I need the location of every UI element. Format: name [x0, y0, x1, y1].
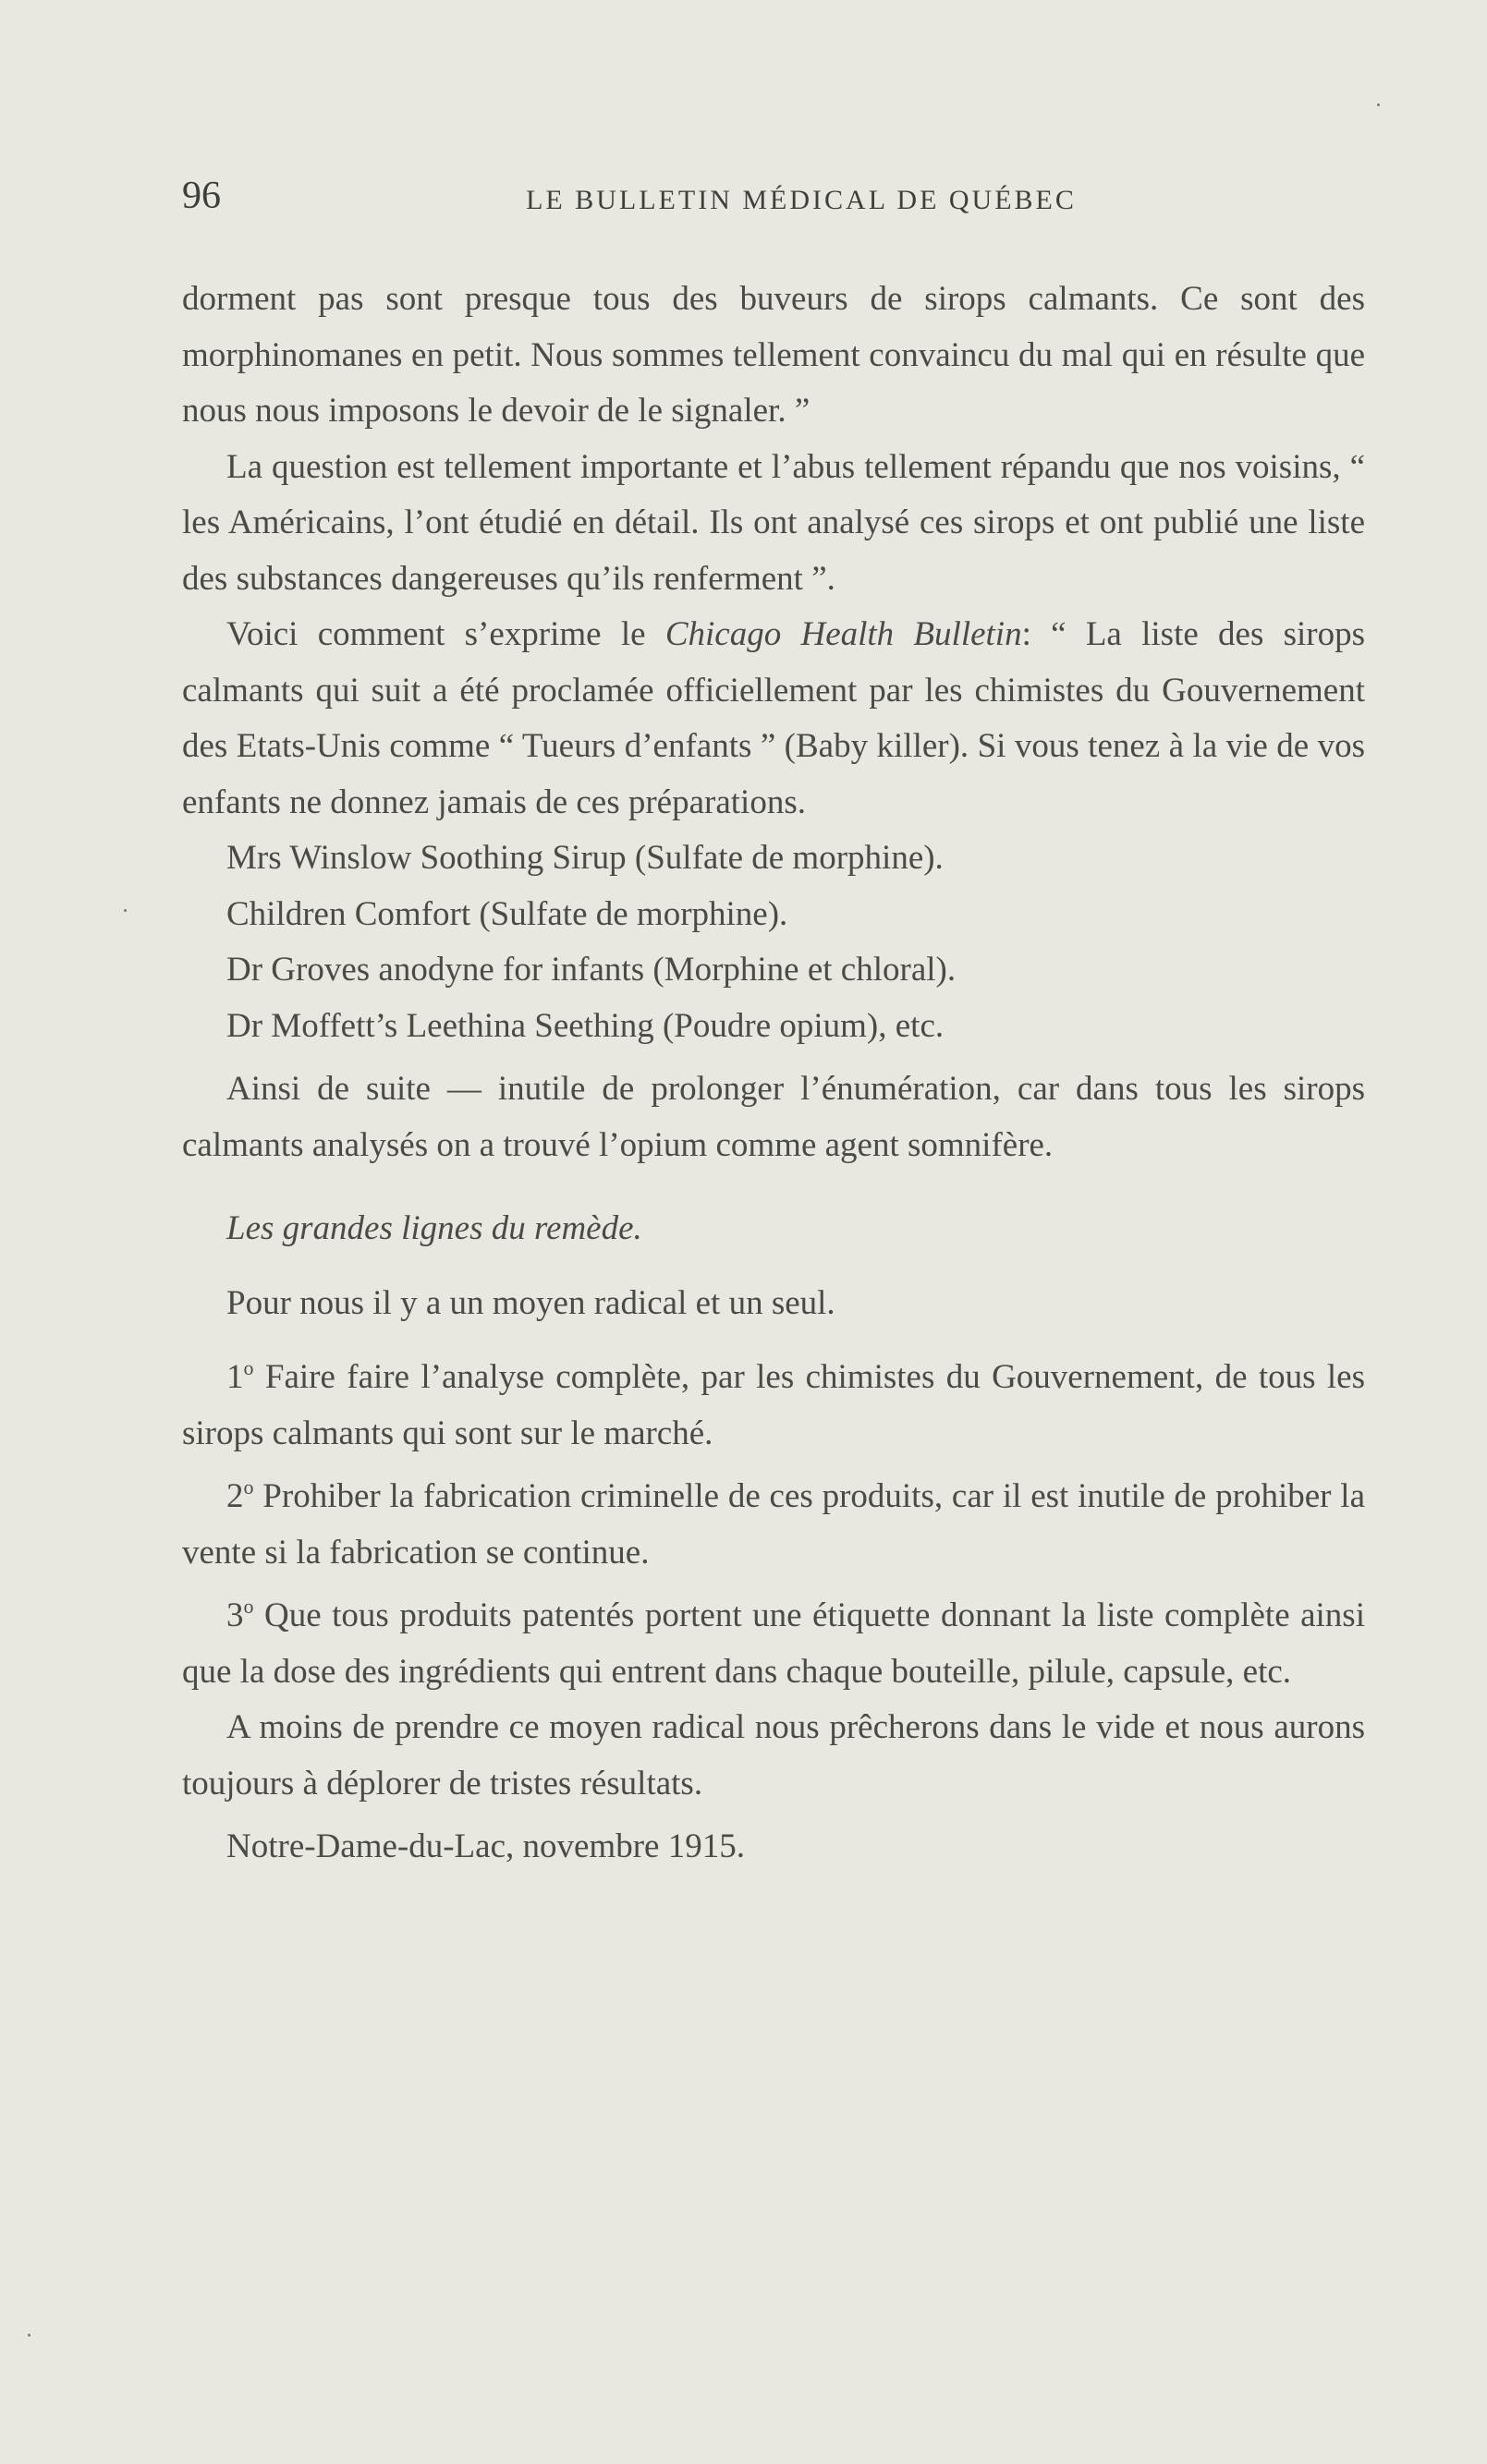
paragraph-text: Voici comment s’exprime le	[226, 615, 665, 653]
remedy-number: 1	[226, 1358, 244, 1396]
page-number: 96	[182, 175, 221, 217]
paragraph-quote-intro	[182, 607, 1365, 831]
remedy-text: Prohiber la fabrication criminelle de ces produits, car il est inutile de prohiber la vente si la fabrication se continue.	[182, 1477, 1365, 1572]
product-list-item: Dr Groves anodyne for infants (Morphine et chloral).	[226, 951, 957, 989]
paragraph: La question est tellement importante et l’abus tellement répandu que nos voisins, “ les Américains, l’ont étudié en détail. Ils ont analysé ces sirops et ont publié une liste des substances dangereuses qu’ils renferment ”.	[182, 447, 1365, 598]
paper-speck	[124, 909, 127, 912]
running-title: LE BULLETIN MÉDICAL DE QUÉBEC	[526, 185, 1077, 215]
remedy-text: Faire faire l’analyse complète, par les chimistes du Gouvernement, de tous les sirops calmants qui sont sur le marché.	[182, 1358, 1365, 1452]
ordinal-marker: o	[243, 1475, 254, 1499]
article-body	[182, 272, 1365, 1875]
paragraph: Pour nous il y a un moyen radical et un seul.	[226, 1283, 835, 1322]
page-header	[182, 174, 1365, 229]
product-list-item: Children Comfort (Sulfate de morphine).	[226, 894, 788, 933]
paragraph-continuation: dorment pas sont presque tous des buveurs de sirops calmants. Ce sont des morphinomanes en petit. Nous sommes tellement convaincu du mal qui en résulte que nous nous imposons le devoir de le signaler. ”	[182, 280, 1365, 430]
product-list-item: Mrs Winslow Soothing Sirup (Sulfate de morphine).	[226, 839, 944, 877]
remedy-number: 3	[226, 1596, 244, 1634]
remedy-number: 2	[226, 1477, 244, 1515]
remedy-item	[182, 1350, 1365, 1462]
remedy-item	[182, 1469, 1365, 1581]
paper-speck	[1377, 103, 1380, 106]
signature-line: Notre-Dame-du-Lac, novembre 1915.	[226, 1827, 745, 1865]
ordinal-marker: o	[243, 1595, 254, 1618]
paragraph: Ainsi de suite — inutile de prolonger l’énumération, car dans tous les sirops calmants analysés on a trouvé l’opium comme agent somnifère.	[182, 1070, 1365, 1164]
publication-title: Chicago Health Bulletin	[664, 615, 1022, 653]
paragraph-text: : “ La liste des sirops calmants qui suit a été proclamée officiellement par les chimistes du Gouvernement des Etats-Unis comme “ Tueurs d’enfants ” (Baby killer). Si vous tenez à la vie de vos enfants ne donnez jamais de ces préparations.	[182, 615, 1366, 821]
paragraph-conclusion: A moins de prendre ce moyen radical nous prêcherons dans le vide et nous aurons toujours à déplorer de tristes résultats.	[182, 1708, 1365, 1802]
section-heading-text: Les grandes lignes du remède.	[226, 1209, 642, 1247]
remedy-text: Que tous produits patentés portent une étiquette donnant la liste complète ainsi que la dose des ingrédients qui entrent dans chaque bouteille, pilule, capsule, etc.	[182, 1596, 1365, 1691]
paper-speck	[28, 2334, 30, 2337]
section-heading	[182, 1201, 1365, 1257]
ordinal-marker: o	[243, 1356, 254, 1379]
remedy-item	[182, 1588, 1365, 1700]
product-list-item: Dr Moffett’s Leethina Seething (Poudre opium), etc.	[226, 1006, 945, 1045]
